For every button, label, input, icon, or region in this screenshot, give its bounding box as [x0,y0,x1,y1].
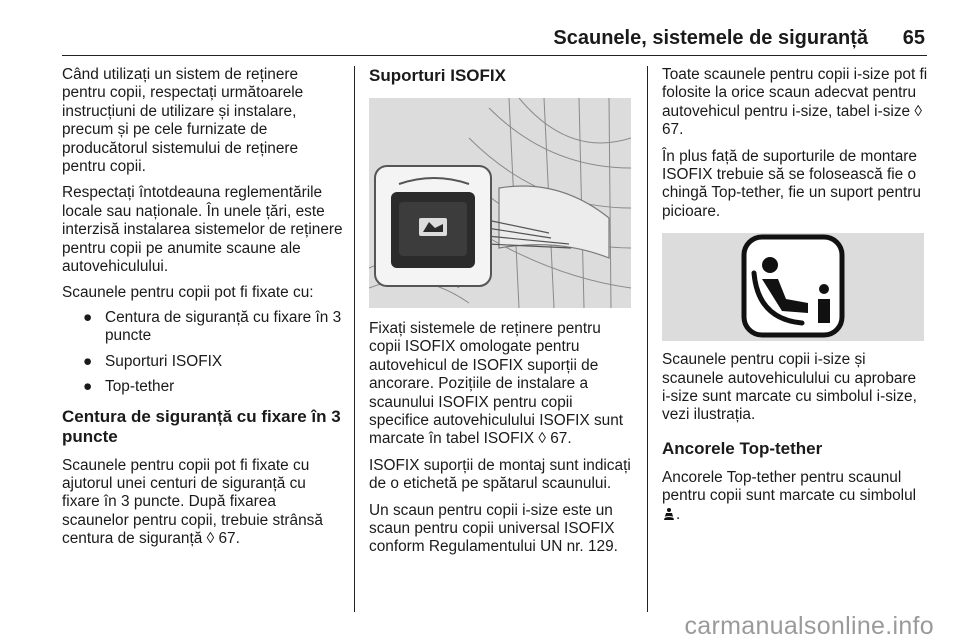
paragraph-isofix-fixing: Fixați sistemele de reținere pentru copii ISOFIX omologate pentru autovehicul de ISOFIX suporții de ancorare. Pozițiile de instalare a scaunului ISOFIX pentru copii specifice autovehiculului ISOFIX sunt marcate în tabel ISOFIX ◊ 67. [369,320,624,448]
page-title: Scaunele, sistemele de siguranță [553,27,868,49]
paragraph-fixing-methods: Scaunele pentru copii pot fi fixate cu: [62,284,314,302]
paragraph-regulations: Respectați întotdeauna reglementările locale sau naționale. În unele țări, este interzisă instalarea sistemelor de reținere pentru copii pe anumite scaune ale autovehiculului. [62,184,343,276]
watermark: carmanualsonline.info [684,612,934,640]
paragraph-isize-definition: Un scaun pentru copii i-size este un scaun pentru copii universal ISOFIX conform Regulamentului UN nr. 129. [369,501,618,556]
bullet-icon: ● [83,352,93,370]
column-1 [62,66,345,557]
page-header [0,0,960,52]
list-item: ● Top-tether [83,378,175,396]
section-heading-isofix: Suporturi ISOFIX [369,66,506,85]
list-item: ● Suporturi ISOFIX [83,352,223,370]
bullet-icon: ● [83,378,93,396]
header-divider [62,55,927,56]
paragraph-3-point-belt: Scaunele pentru copii pot fi fixate cu ajutorul unei centuri de siguranță cu fixare în 3 puncte. După fixarea scaunelor pentru copii, trebuie strânsă centura de siguranță ◊ 67. [62,456,323,548]
fixing-methods-list [62,309,345,397]
column-divider-1 [354,66,355,612]
paragraph-top-tether-anchors: Ancorele Top-tether pentru scaunul pentru copii sunt marcate cu simbolul . [662,468,917,523]
paragraph-top-tether-requirement: În plus față de suporturile de montare ISOFIX trebuie să se folosească fie o chingă Top-tether, fie un suport pentru picioare. [662,147,921,220]
column-3 [662,66,928,532]
column-2 [369,66,635,565]
paragraph-instructions: Când utilizați un sistem de reținere pentru copii, respectați următoarele instrucțiuni de utilizare și instalare, precum și pe cele furnizate de producătorul sistemului de reținere pentru copii. [62,66,304,176]
page-number: 65 [902,27,925,49]
top-tether-symbol-icon [662,507,676,521]
section-heading-3-point-belt: Centura de siguranță cu fixare în 3 puncte [62,406,341,446]
paragraph-isize-marking: Scaunele pentru copii i-size și scaunele autovehiculului cu aprobare i-size sunt marcate cu simbolul i-size, vezi ilustrația. [662,351,917,424]
list-item: ● Centura de siguranță cu fixare în 3 puncte [83,308,342,345]
paragraph-isize-seats: Toate scaunele pentru copii i-size pot fi folosite la orice scaun adecvat pentru autovehicul pentru i-size, tabel i-size ◊ 67. [662,66,928,139]
isofix-seat-illustration [369,98,631,308]
paragraph-isofix-label: ISOFIX suporții de montaj sunt indicați de o etichetă pe spătarul scaunului. [369,456,631,493]
isize-symbol-illustration [662,233,924,341]
section-heading-top-tether: Ancorele Top-tether [662,438,823,458]
column-divider-2 [647,66,648,612]
bullet-icon: ● [83,308,93,326]
